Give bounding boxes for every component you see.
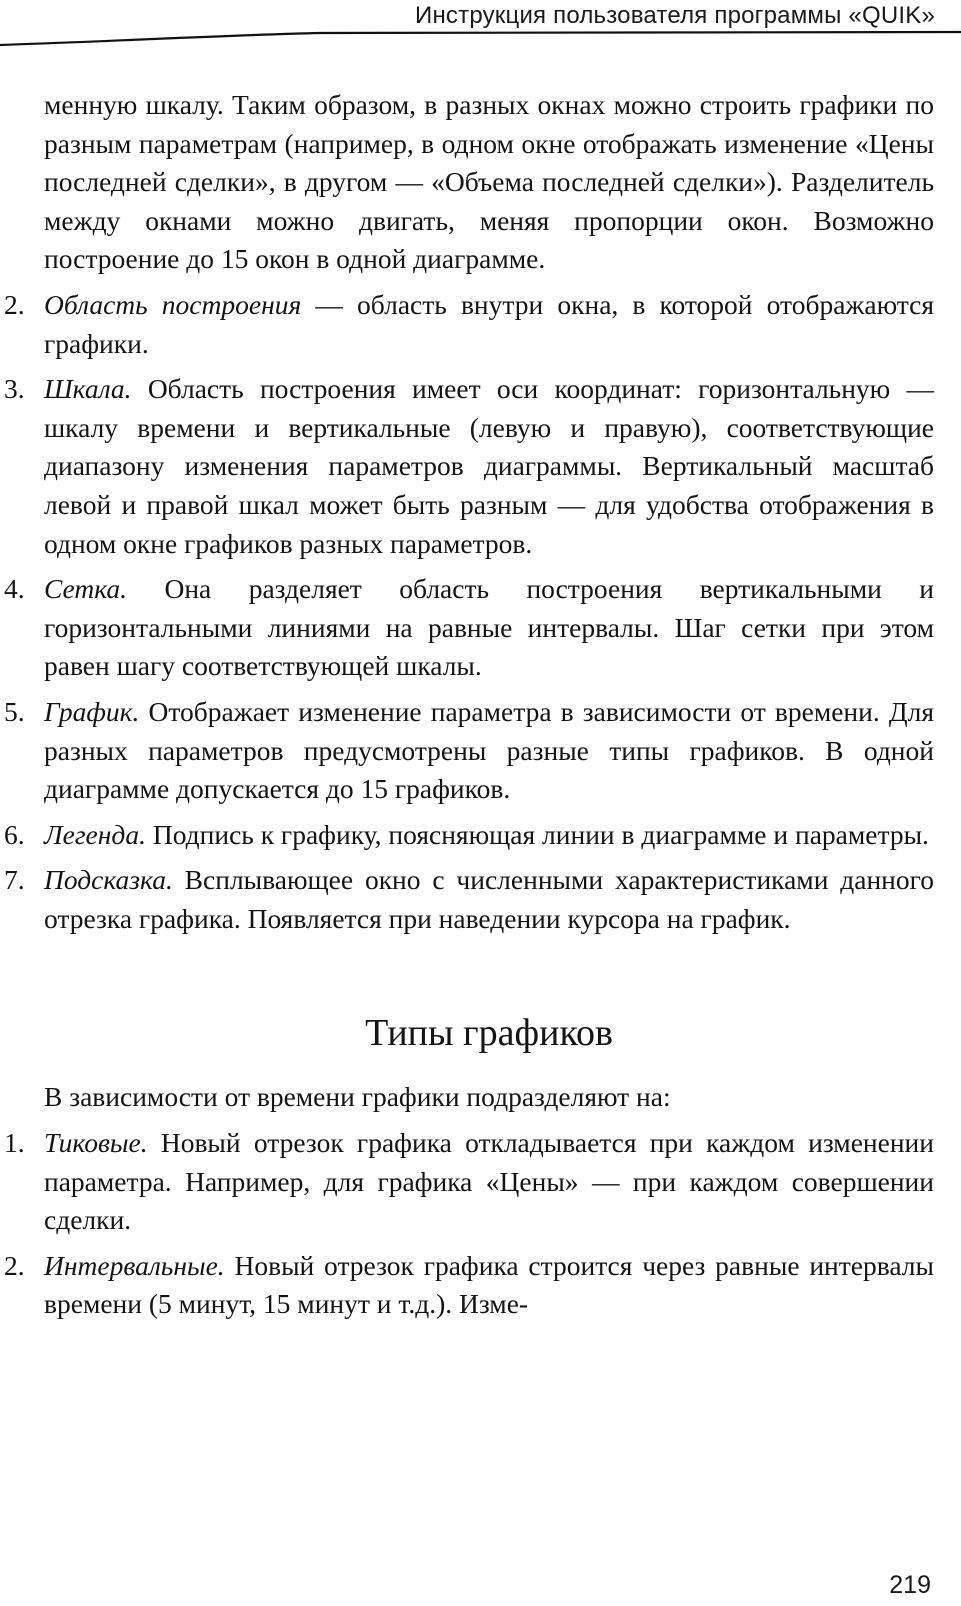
list-item-term: График. <box>44 695 140 727</box>
header-rule <box>0 29 961 47</box>
list-item-number: 4. <box>4 573 25 605</box>
list-item <box>4 370 934 563</box>
list-item-text: Всплывающее окно с численными характеристиками данного отрезка графика. Появляется при наведении курсора на график. <box>44 864 934 934</box>
list-item-text: Она разделяет область построения вертикальными и горизонтальными линиями на равные интервалы. Шаг сетки при этом равен шагу соответствующей шкалы. <box>44 573 934 682</box>
list-item-term: Интервальные. <box>44 1249 225 1281</box>
list-item <box>4 570 934 686</box>
list-item-number: 1. <box>4 1127 25 1159</box>
chart-types-list <box>4 1124 934 1324</box>
continuation-paragraph: менную шкалу. Таким образом, в разных окнах можно строить графики по разным параметрам (например, в одном окне отображать изменение «Цены последней сделки», в другом — «Объема последней сделки»). Разделитель между окнами можно двигать, меняя пропорции окон. Возможно построение до 15 окон в одной диаграмме. <box>44 89 934 275</box>
list-item-term: Подсказка. <box>44 864 173 896</box>
running-header: Инструкция пользователя программы «QUIK» <box>415 2 935 29</box>
list-item <box>4 861 934 938</box>
list-item <box>4 816 934 855</box>
list-item-number: 6. <box>4 818 25 850</box>
list-item <box>4 286 935 363</box>
list-item-text: Область построения имеет оси координат: горизонтальную — шкалу времени и вертикальные (левую и правую), соответствующие диапазону изменения параметров диаграммы. Вертикальный масштаб левой и правой шкал может быть разным — для удобства отображения в одном окне графиков разных параметров. <box>44 373 934 559</box>
list-item-number: 3. <box>4 373 25 405</box>
chart-elements-list <box>4 286 935 939</box>
list-item-text: Новый отрезок графика строится через равные интервалы времени (5 минут, 15 минут и т.д.). Изме- <box>44 1249 934 1320</box>
list-item-number: 2. <box>4 1249 25 1281</box>
list-item-number: 7. <box>4 864 25 896</box>
list-item-text: — область внутри окна, в которой отображаются графики. <box>44 288 935 359</box>
list-item-text: Отображает изменение параметра в зависимости от времени. Для разных параметров предусмотрены разные типы графиков. В одной диаграмме допускается до 15 графиков. <box>44 695 934 805</box>
list-item-text: Подпись к графику, поясняющая линии в диаграмме и параметры. <box>145 818 929 850</box>
list-item-text: Новый отрезок графика откладывается при каждом изменении параметра. Например, для графика «Цены» — при каждом совершении сделки. <box>44 1127 934 1236</box>
page-number: 219 <box>889 1571 931 1599</box>
list-item <box>4 1124 934 1240</box>
list-item-term: Шкала. <box>44 373 132 405</box>
list-item <box>4 1247 934 1324</box>
list-item-term: Сетка. <box>44 573 128 605</box>
list-item-term: Тиковые. <box>44 1127 148 1159</box>
list-item-term: Легенда. <box>44 818 146 850</box>
list-item <box>4 693 934 809</box>
section-intro: В зависимости от времени графики подразделяют на: <box>44 1081 671 1113</box>
section-title: Типы графиков <box>365 1012 613 1055</box>
page-body <box>4 86 935 1324</box>
list-item-term: Область построения <box>44 288 302 320</box>
list-item-number: 5. <box>4 695 25 727</box>
list-item-number: 2. <box>4 288 25 320</box>
